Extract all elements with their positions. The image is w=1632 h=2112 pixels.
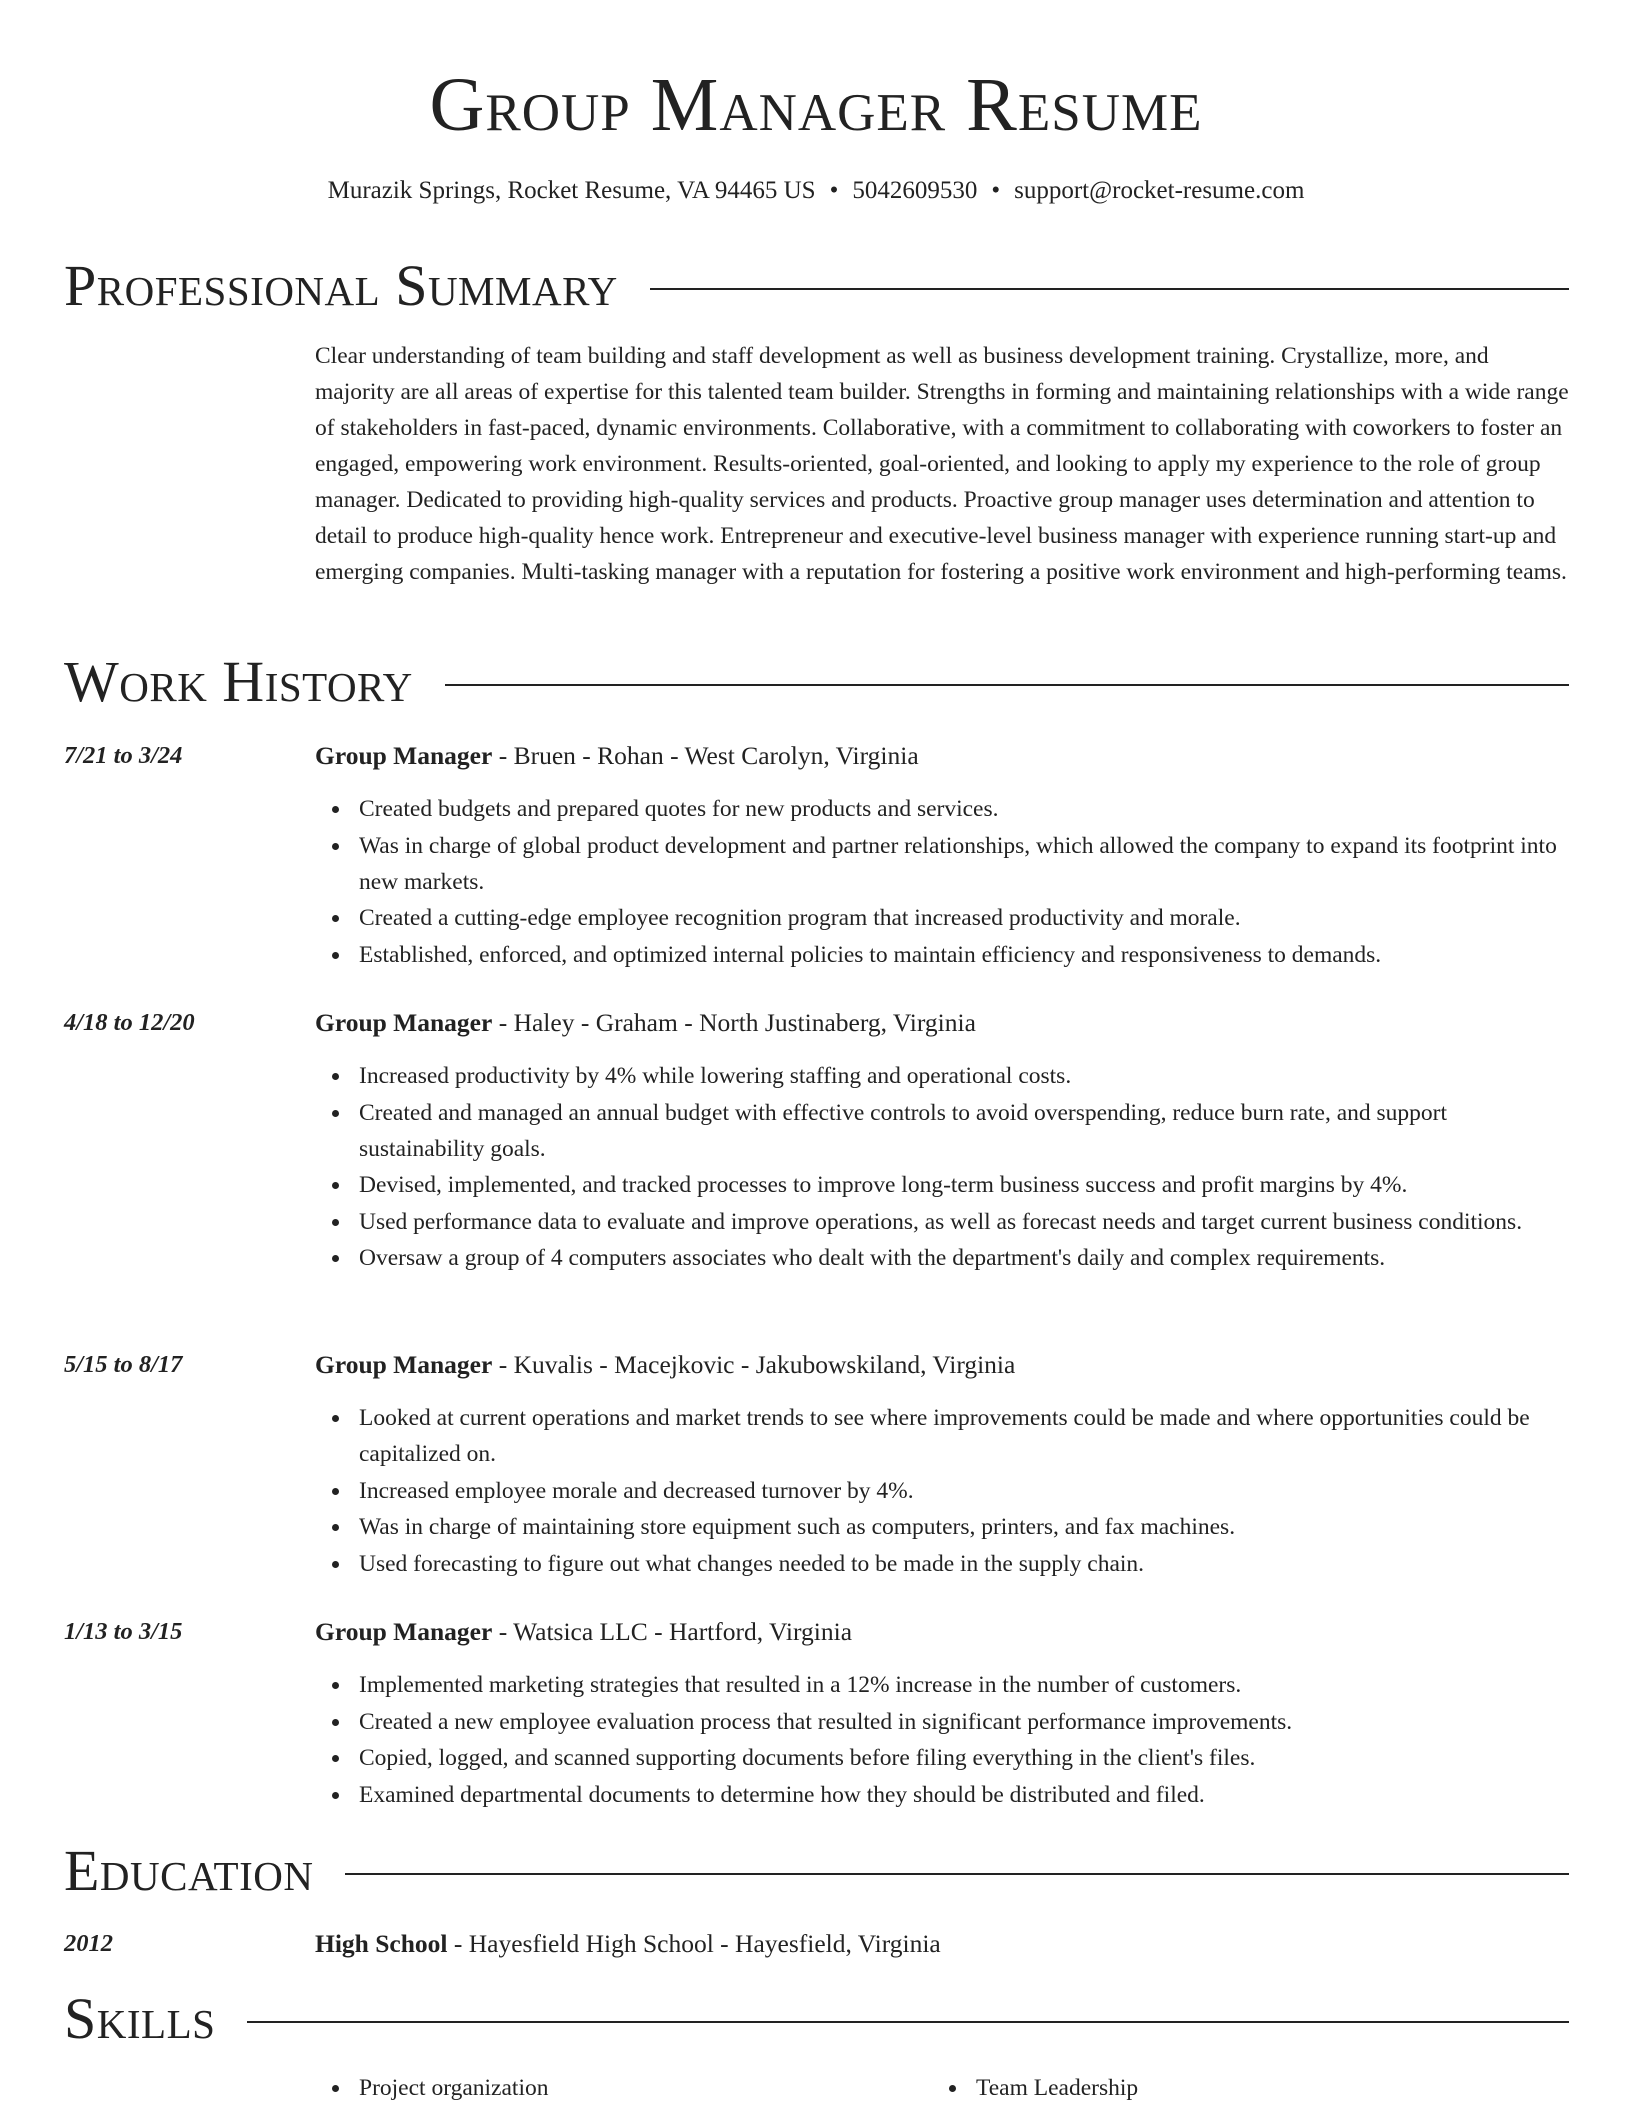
bullet-item: Used forecasting to figure out what changes needed to be made in the supply chain. <box>359 1546 1570 1582</box>
job-role: Group Manager <box>315 1008 493 1037</box>
contact-separator: • <box>829 177 839 204</box>
work-bullets <box>315 1400 1570 1582</box>
bullet-item: Used performance data to evaluate and improve operations, as well as forecast needs and target current business conditions. <box>359 1204 1570 1240</box>
education-heading <box>315 1926 1570 1962</box>
work-dates: 7/21 to 3/24 <box>64 742 183 769</box>
section-divider <box>247 2021 1569 2023</box>
bullet-item: Increased employee morale and decreased turnover by 4%. <box>359 1473 1570 1509</box>
bullet-item: Created budgets and prepared quotes for new products and services. <box>359 791 1570 827</box>
work-bullets <box>315 1058 1570 1277</box>
education-year: 2012 <box>64 1930 113 1957</box>
work-bullets <box>315 791 1570 973</box>
section-title-summary: Professional Summary <box>64 253 618 318</box>
contact-phone: 5042609530 <box>852 177 978 204</box>
section-divider <box>345 1873 1569 1875</box>
summary-section-header <box>64 251 1569 321</box>
bullet-item: Implemented marketing strategies that resulted in a 12% increase in the number of customers. <box>359 1667 1570 1703</box>
bullet-item: Devised, implemented, and tracked processes to improve long-term business success and profit margins by 4%. <box>359 1167 1570 1203</box>
work-heading <box>315 738 1570 774</box>
skills-section-header <box>64 1984 1569 2054</box>
skills-list <box>315 2070 1570 2110</box>
work-heading <box>315 1614 1570 1650</box>
bullet-item: Copied, logged, and scanned supporting documents before filing everything in the client's files. <box>359 1740 1570 1776</box>
summary-text: Clear understanding of team building and staff development as well as business development training. Crystallize, more, and majority are all areas of expertise for this talented team builder. Strengths in forming and maintaining relationships with a wide range of stakeholders in fast-paced, dynamic environments. Collaborative, with a commitment to collaborating with coworkers to foster an engaged, empowering work environment. Results-oriented, goal-oriented, and looking to apply my experience to the role of group manager. Dedicated to providing high-quality services and products. Proactive group manager uses determination and attention to detail to produce high-quality hence work. Entrepreneur and executive-level business manager with experience running start-up and emerging companies. Multi-tasking manager with a reputation for fostering a positive work environment and high-performing teams. <box>315 343 1569 585</box>
bullet-item: Was in charge of maintaining store equipment such as computers, printers, and fax machines. <box>359 1509 1570 1545</box>
work-heading <box>315 1005 1570 1041</box>
bullet-item: Created a cutting-edge employee recognition program that increased productivity and morale. <box>359 900 1570 936</box>
work-dates: 5/15 to 8/17 <box>64 1351 183 1378</box>
contact-address: Murazik Springs, Rocket Resume, VA 94465 US <box>327 177 816 204</box>
job-details: - Bruen - Rohan - West Carolyn, Virginia <box>492 741 919 770</box>
job-role: Group Manager <box>315 1350 493 1379</box>
education-details: - Hayesfield High School - Hayesfield, Virginia <box>447 1929 941 1958</box>
section-title-education: Education <box>64 1838 314 1903</box>
section-title-skills: Skills <box>64 1986 216 2051</box>
job-details: - Watsica LLC - Hartford, Virginia <box>492 1617 853 1646</box>
bullet-item: Established, enforced, and optimized internal policies to maintain efficiency and responsiveness to demands. <box>359 937 1570 973</box>
job-details: - Haley - Graham - North Justinaberg, Virginia <box>492 1008 976 1037</box>
bullet-item: Created and managed an annual budget with effective controls to avoid overspending, reduce burn rate, and support sustainability goals. <box>359 1095 1570 1167</box>
education-section-header <box>64 1836 1569 1906</box>
bullet-item: Oversaw a group of 4 computers associates who dealt with the department's daily and complex requirements. <box>359 1240 1570 1276</box>
section-divider <box>650 288 1569 290</box>
skill-item: Project organization <box>315 2070 548 2106</box>
work-dates: 4/18 to 12/20 <box>64 1009 195 1036</box>
bullet-item: Was in charge of global product development and partner relationships, which allowed the company to expand its footprint into new markets. <box>359 828 1570 900</box>
contact-line <box>0 174 1632 208</box>
bullet-item: Looked at current operations and market trends to see where improvements could be made and where opportunities could be capitalized on. <box>359 1400 1570 1472</box>
education-degree: High School <box>315 1929 448 1958</box>
bullet-item: Increased productivity by 4% while lowering staffing and operational costs. <box>359 1058 1570 1094</box>
bullet-item: Created a new employee evaluation process that resulted in significant performance improvements. <box>359 1704 1570 1740</box>
resume-title: Group Manager Resume <box>429 63 1203 147</box>
job-role: Group Manager <box>315 1617 493 1646</box>
work-bullets <box>315 1667 1570 1813</box>
job-role: Group Manager <box>315 741 493 770</box>
work-dates: 1/13 to 3/15 <box>64 1618 183 1645</box>
section-divider <box>445 684 1569 686</box>
contact-email[interactable]: support@rocket-resume.com <box>1014 177 1305 204</box>
work-heading <box>315 1347 1570 1383</box>
skill-item: Team Leadership <box>932 2070 1138 2106</box>
contact-separator: • <box>991 177 1001 204</box>
job-details: - Kuvalis - Macejkovic - Jakubowskiland, Virginia <box>492 1350 1016 1379</box>
work-section-header <box>64 647 1569 717</box>
bullet-item: Examined departmental documents to determine how they should be distributed and filed. <box>359 1777 1570 1813</box>
section-title-work-history: Work History <box>64 649 413 714</box>
